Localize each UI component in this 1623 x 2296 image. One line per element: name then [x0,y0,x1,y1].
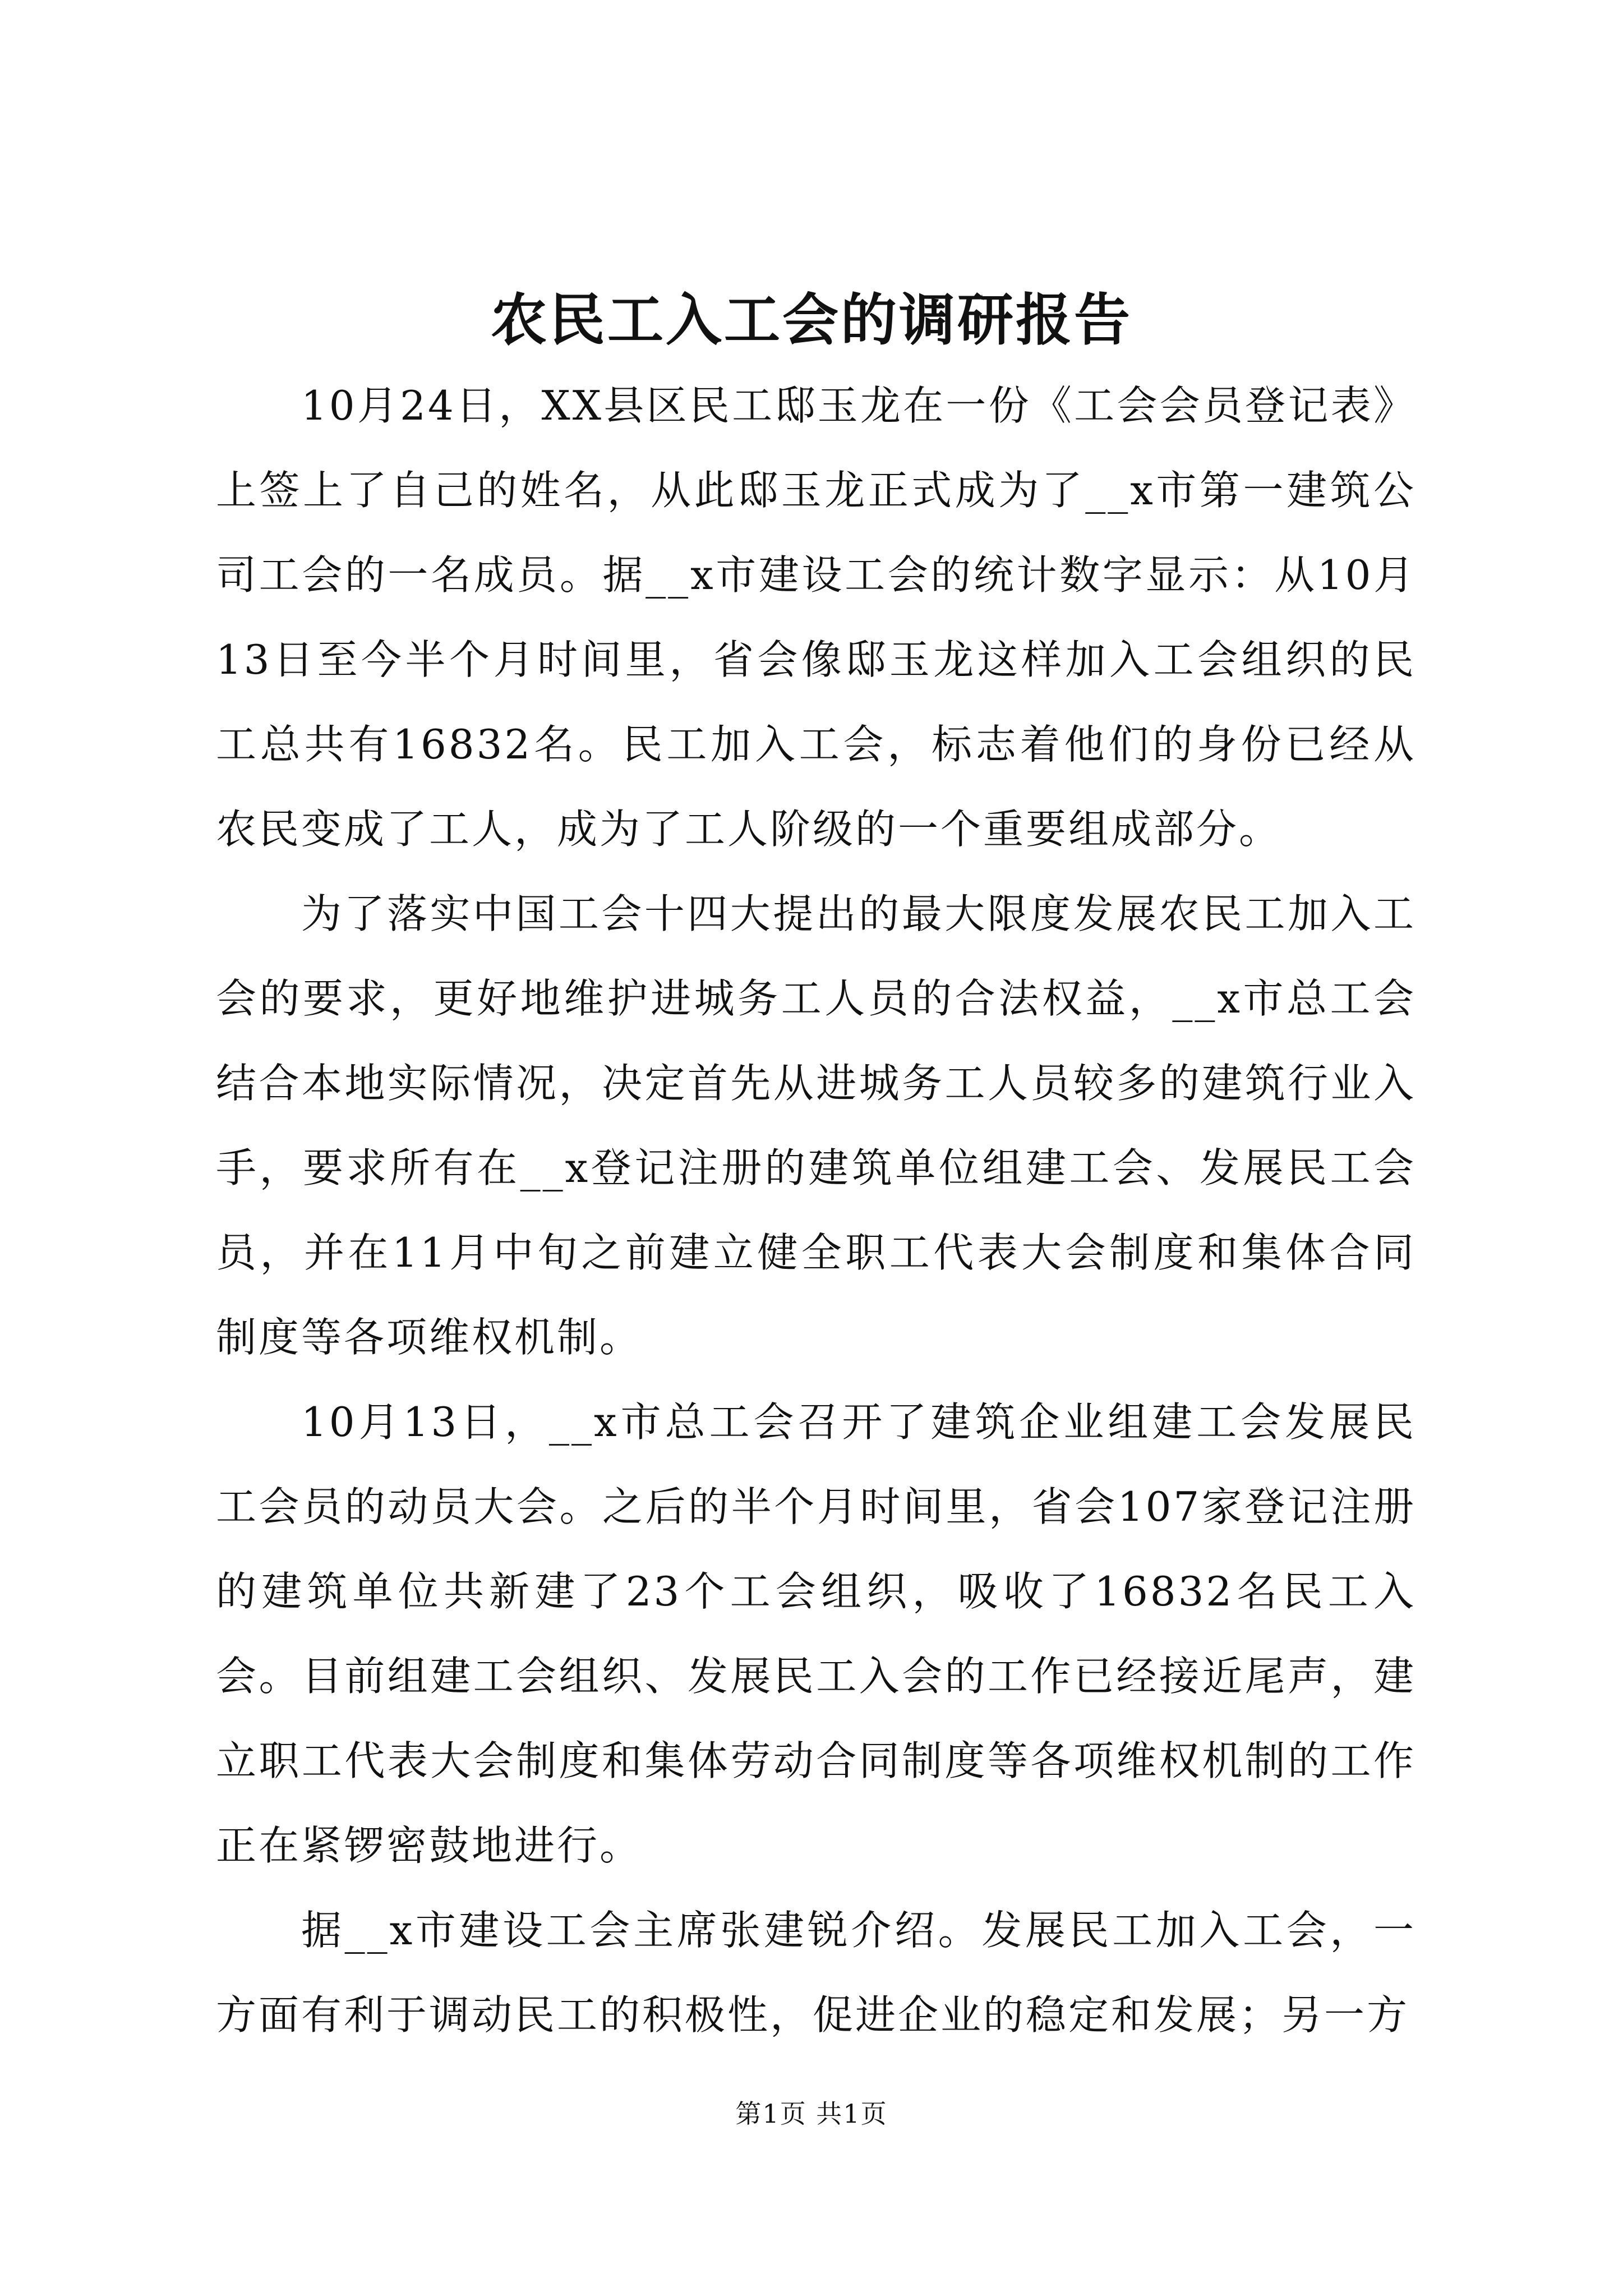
document-title: 农民工入工会的调研报告 [491,287,1132,353]
paragraph-3: 10月13日，__x市总工会召开了建筑企业组建工会发展民工会员的动员大会。之后的半个月时间里，省会107家登记注册的建筑单位共新建了23个工会组织，吸收了16832名民工入会。目前组建工会组织、发展民工入会的工作已经接近尾声，建立职工代表大会制度和集体劳动合同制度等各项维权机制的工作正在紧锣密鼓地进行。 [216,1398,1416,1869]
document-body [216,364,1416,2058]
paragraph-2: 为了落实中国工会十四大提出的最大限度发展农民工加入工会的要求，更好地维护进城务工人员的合法权益，__x市总工会结合本地实际情况，决定首先从进城务工人员较多的建筑行业入手，要求所有在__x登记注册的建筑单位组建工会、发展民工会员，并在11月中旬之前建立健全职工代表大会制度和集体合同制度等各项维权机制。 [216,890,1416,1361]
page-footer: 第1页 共1页 [735,2099,888,2129]
paragraph-1: 10月24日，XX县区民工邸玉龙在一份《工会会员登记表》上签上了自己的姓名，从此邸玉龙正式成为了__x市第一建筑公司工会的一名成员。据__x市建设工会的统计数字显示：从10月13日至今半个月时间里，省会像邸玉龙这样加入工会组织的民工总共有16832名。民工加入工会，标志着他们的身份已经从农民变成了工人，成为了工人阶级的一个重要组成部分。 [216,382,1416,853]
paragraph-4: 据__x市建设工会主席张建锐介绍。发展民工加入工会，一方面有利于调动民工的积极性，促进企业的稳定和发展；另一方 [216,1907,1416,2039]
